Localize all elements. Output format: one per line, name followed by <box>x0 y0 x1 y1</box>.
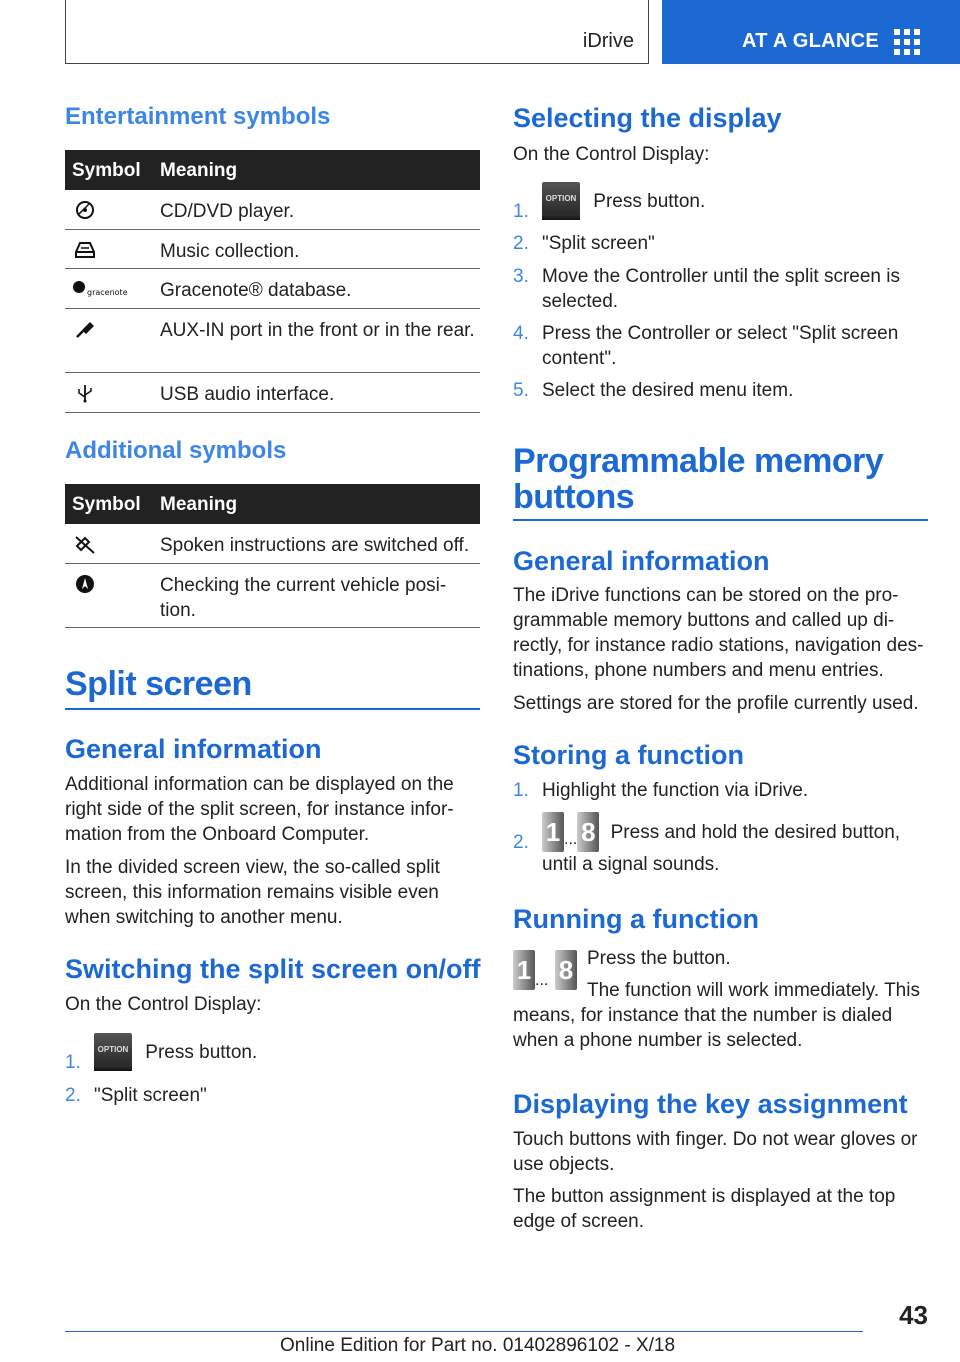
table-header <box>65 484 480 524</box>
header-chapter-tab[interactable] <box>662 0 960 64</box>
key-assignment-para1: Touch buttons with finger. Do not wear gloves or use objects. <box>513 1129 918 1175</box>
running-function-para1: Press the button. <box>587 948 731 969</box>
cd-dvd-icon <box>73 200 97 220</box>
split-general-info-para2: In the divided screen view, the so-called split screen, this information remains visible even when switching to another menu. <box>65 857 440 928</box>
memory-button-8[interactable]: 8 <box>555 950 577 990</box>
vehicle-position-icon <box>73 574 97 594</box>
aux-in-icon <box>73 319 97 339</box>
svg-text:gracenote: gracenote <box>87 288 128 297</box>
storing-function-heading: Storing a function <box>513 740 744 770</box>
option-button[interactable]: OPTION <box>94 1033 132 1071</box>
selecting-display-heading: Selecting the display <box>513 103 782 133</box>
memory-button-1[interactable]: 1 <box>513 950 535 990</box>
table-row: Checking the current vehicle posi‐tion. <box>65 564 480 628</box>
col-symbol-header: Symbol <box>72 494 141 515</box>
additional-symbols-heading: Additional symbols <box>65 437 287 464</box>
page-number: 43 <box>899 1300 928 1330</box>
footer-edition: Online Edition for Part no. 01402896102 - X/18 <box>280 1335 676 1356</box>
grid-menu-icon[interactable] <box>894 29 920 53</box>
split-screen-heading: Split screen <box>65 666 480 710</box>
entertainment-symbols-heading: Entertainment symbols <box>65 103 331 130</box>
header-section-box <box>65 0 649 64</box>
col-meaning-header: Meaning <box>160 494 238 515</box>
table-row: USB audio interface. <box>65 373 480 413</box>
table-row: AUX-IN port in the front or in the rear. <box>65 309 480 373</box>
additional-symbols-table <box>65 484 480 628</box>
table-row: CD/DVD player. <box>65 190 480 230</box>
split-general-info-heading: General information <box>65 734 322 764</box>
running-function-heading: Running a function <box>513 904 759 934</box>
split-switch-heading: Switching the split screen on/off <box>65 954 481 984</box>
usb-icon <box>73 383 97 403</box>
list-item: 1. OPTION Press button. <box>513 182 928 228</box>
pm-general-info-para2: Settings are stored for the profile currently used. <box>513 693 919 714</box>
col-symbol-header: Symbol <box>72 160 141 181</box>
key-assignment-para2: The button assignment is displayed at the top edge of screen. <box>513 1186 896 1232</box>
pm-general-info-para1: The iDrive functions can be stored on the pro‐grammable memory buttons and called up di‐rectly, for instance radio stations, navigation des‐tinations, phone numbers and menu entries. <box>513 585 924 681</box>
memory-button-8[interactable]: 8 <box>577 812 599 852</box>
col-meaning-header: Meaning <box>160 160 238 181</box>
header-chapter-title: AT A GLANCE <box>742 30 879 52</box>
table-row: Spoken instructions are switched off. <box>65 524 480 564</box>
list-item: 1. OPTION Press button. <box>65 1033 480 1079</box>
pm-general-info-heading: General information <box>513 546 770 576</box>
header-section-title: iDrive <box>582 30 634 52</box>
split-general-info-para1: Additional information can be displayed on the right side of the split screen, for instance infor‐mation from the Onboard Computer. <box>65 774 454 845</box>
music-collection-icon <box>73 240 97 260</box>
entertainment-symbols-table <box>65 150 480 413</box>
table-row: gracenote Gracenote® database. <box>65 269 480 309</box>
memory-button-1[interactable]: 1 <box>542 812 564 852</box>
table-header <box>65 150 480 190</box>
list-item: 2. "Split screen" <box>65 1085 207 1106</box>
selecting-display-intro: On the Control Display: <box>513 144 710 165</box>
table-row: Music collection. <box>65 230 480 269</box>
option-button[interactable]: OPTION <box>542 182 580 220</box>
key-assignment-heading: Displaying the key assignment <box>513 1089 908 1119</box>
list-item: 2. 1 ... 8 Press and hold the desired button, until a signal sounds. <box>513 812 928 878</box>
programmable-memory-heading: Programmable memory buttons <box>513 443 928 521</box>
spoken-off-icon <box>73 534 97 554</box>
running-function-para2: The function will work immediately. This means, for instance that the number is dialed when a phone number is selected. <box>513 980 920 1051</box>
gracenote-icon <box>71 279 133 299</box>
footer-rule <box>65 1331 863 1332</box>
split-switch-intro: On the Control Display: <box>65 994 262 1015</box>
memory-buttons-graphic: 1 ... 8 <box>513 950 577 992</box>
